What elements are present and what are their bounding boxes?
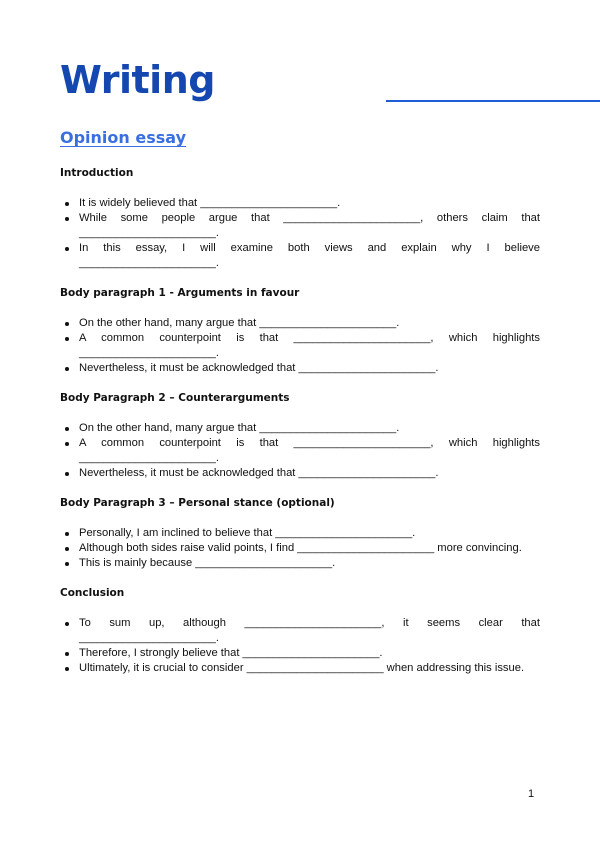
bullet-list bbox=[60, 616, 540, 676]
list-item: Nevertheless, it must be acknowledged that ______________________. bbox=[60, 361, 540, 376]
title-divider bbox=[386, 100, 600, 102]
list-item: Ultimately, it is crucial to consider ______________________ when addressing this issue. bbox=[60, 661, 540, 676]
list-item: Personally, I am inclined to believe that ______________________. bbox=[60, 526, 540, 541]
list-item: A common counterpoint is that ______________________, which highlights ______________________. bbox=[60, 331, 540, 361]
list-item: Nevertheless, it must be acknowledged that ______________________. bbox=[60, 466, 540, 481]
section-heading: Body paragraph 1 - Arguments in favour bbox=[60, 287, 300, 299]
bullet-list bbox=[60, 526, 540, 571]
list-item: Therefore, I strongly believe that ______________________. bbox=[60, 646, 540, 661]
bullet-list bbox=[60, 196, 540, 271]
section-heading: Conclusion bbox=[60, 587, 125, 599]
section-body-1 bbox=[60, 286, 540, 376]
list-item: A common counterpoint is that ______________________, which highlights ______________________. bbox=[60, 436, 540, 466]
list-item: Although both sides raise valid points, I find ______________________ more convincing. bbox=[60, 541, 540, 556]
list-item: It is widely believed that ______________________. bbox=[60, 196, 540, 211]
list-item: To sum up, although ______________________, it seems clear that ______________________. bbox=[60, 616, 540, 646]
list-item: While some people argue that ______________________, others claim that ______________________. bbox=[60, 211, 540, 241]
section-subtitle: Opinion essay bbox=[60, 128, 186, 147]
list-item: This is mainly because ______________________. bbox=[60, 556, 540, 571]
section-introduction bbox=[60, 166, 540, 271]
list-item: On the other hand, many argue that ______________________. bbox=[60, 316, 540, 331]
section-body-3 bbox=[60, 496, 540, 571]
list-item: On the other hand, many argue that ______________________. bbox=[60, 421, 540, 436]
bullet-list bbox=[60, 316, 540, 376]
section-body-2 bbox=[60, 391, 540, 481]
section-conclusion bbox=[60, 586, 540, 676]
section-heading: Body Paragraph 2 – Counterarguments bbox=[60, 392, 290, 404]
essay-outline bbox=[60, 166, 540, 676]
page-number: 1 bbox=[528, 788, 535, 800]
page-title: Writing bbox=[60, 58, 215, 102]
section-heading: Body Paragraph 3 – Personal stance (optional) bbox=[60, 497, 335, 509]
bullet-list bbox=[60, 421, 540, 481]
section-heading: Introduction bbox=[60, 167, 134, 179]
list-item: In this essay, I will examine both views and explain why I believe ______________________. bbox=[60, 241, 540, 271]
